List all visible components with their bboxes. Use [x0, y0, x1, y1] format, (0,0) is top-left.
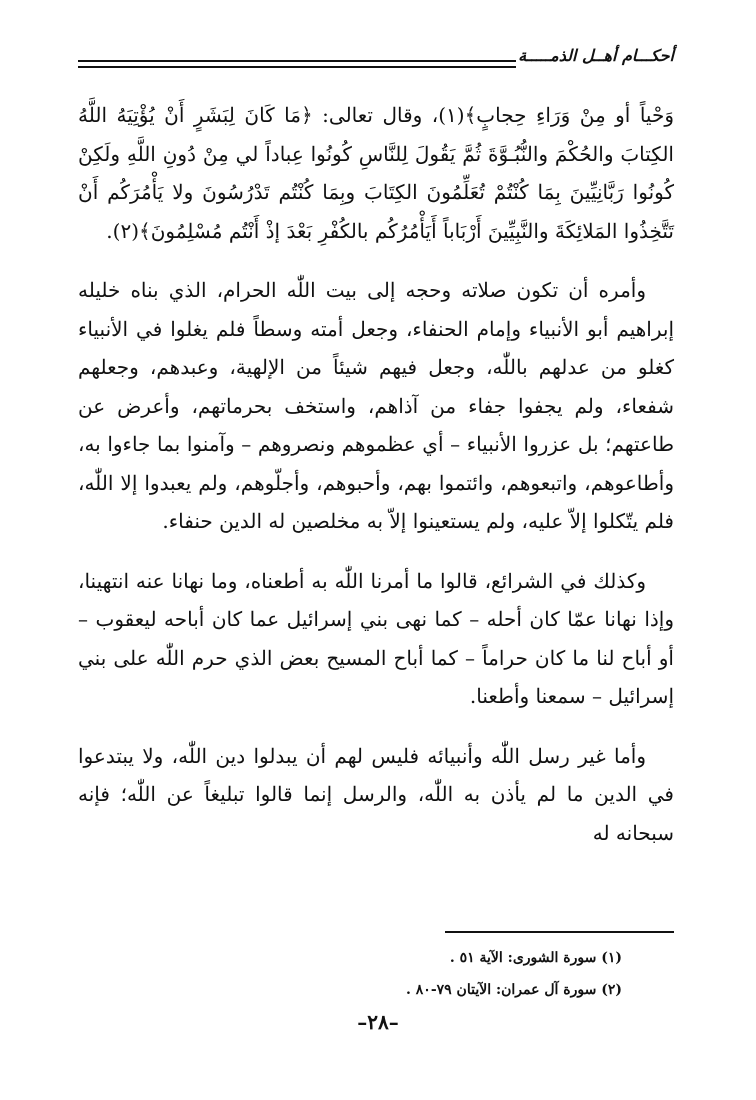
header-rule-bottom: [78, 66, 516, 68]
header-rule-top: [78, 60, 516, 62]
footnote-divider: [445, 931, 674, 933]
paragraph-other-than-messengers: وأما غير رسل اللّٰه وأنبيائه فليس لهم أن يبدلوا دين اللّٰه، ولا يبتدعوا في الدين ما لم يأذن به اللّٰه، والرسل إنما قالوا تبليغاً عن اللّٰه؛ فإنه سبحانه له: [78, 743, 674, 845]
paragraph-prayer-hajj: وأمره أن تكون صلاته وحجه إلى بيت اللّٰه الحرام، الذي بناه خليله إبراهيم أبو الأنبياء وإمام الحنفاء، وجعل أمته وسطاً فلم يغلوا في الأنبياء كغلو من عدلهم باللّٰه، وجعل فيهم شيئاً من الإلهية، وعبدهم، وجعلهم شفعاء، ولم يجفوا جفاء من آذاهم، واستخف بحرماتهم، وأعرض عن طاعتهم؛ بل عزروا الأنبياء – أي عظموهم ونصروهم – وآمنوا بما جاءوا به، وأطاعوهم، واتبعوهم، وائتموا بهم، وأحبوهم، وأجلّوهم، ولم يعبدوا إلا اللّٰه، فلم يتّكلوا إلاّ عليه، ولم يستعينوا إلاّ به مخلصين له الدين حنفاء.: [78, 278, 674, 533]
footnote-2: (٢) سورة آل عمران: الآيتان ٧٩-٨٠ .: [406, 982, 622, 998]
footnote-1: (١) سورة الشورى: الآية ٥١ .: [449, 950, 622, 966]
header-title: أحكـــام أهــل الذمـــــة: [518, 46, 674, 65]
page-number: –٢٨–: [357, 1010, 399, 1034]
running-header: [78, 46, 674, 74]
paragraph-quran-verse: وَحْياً أو مِنْ وَرَاءِ حِجابٍ﴾(١)، وقال تعالى: ﴿مَا كَانَ لِبَشَرٍ أَنْ يُؤْتِيَهُ اللَّهُ الكِتابَ والحُكْمَ والنُّبُـوَّةَ ثُمَّ يَقُولَ لِلنَّاسِ كُونُوا عِباداً لي مِنْ دُونِ اللَّهِ ولَكِنْ كُونُوا رَبَّانِيِّينَ بِمَا كُنْتُمْ تُعَلِّمُونَ الكِتَابَ وبِمَا كُنْتُم تَدْرُسُونَ ولا يَأْمُرَكُم أَنْ تَتَّخِذُوا المَلائِكَةَ والنَّبِيِّينَ أَرْبَاباً أَيَأْمُرُكُم بالكُفْرِ بَعْدَ إذْ أَنْتُم مُسْلِمُونَ﴾(٢).: [78, 103, 674, 243]
paragraph-laws: وكذلك في الشرائع، قالوا ما أمرنا اللّٰه به أطعناه، وما نهانا عنه انتهينا، وإذا نهانا عمّا كان أحله – كما نهى بني إسرائيل عما كان أباحه ليعقوب – أو أباح لنا ما كان حراماً – كما أباح المسيح بعض الذي حرم اللّٰه على بني إسرائيل – سمعنا وأطعنا.: [78, 568, 674, 708]
main-text: [78, 96, 674, 873]
footnotes: [78, 942, 674, 1006]
